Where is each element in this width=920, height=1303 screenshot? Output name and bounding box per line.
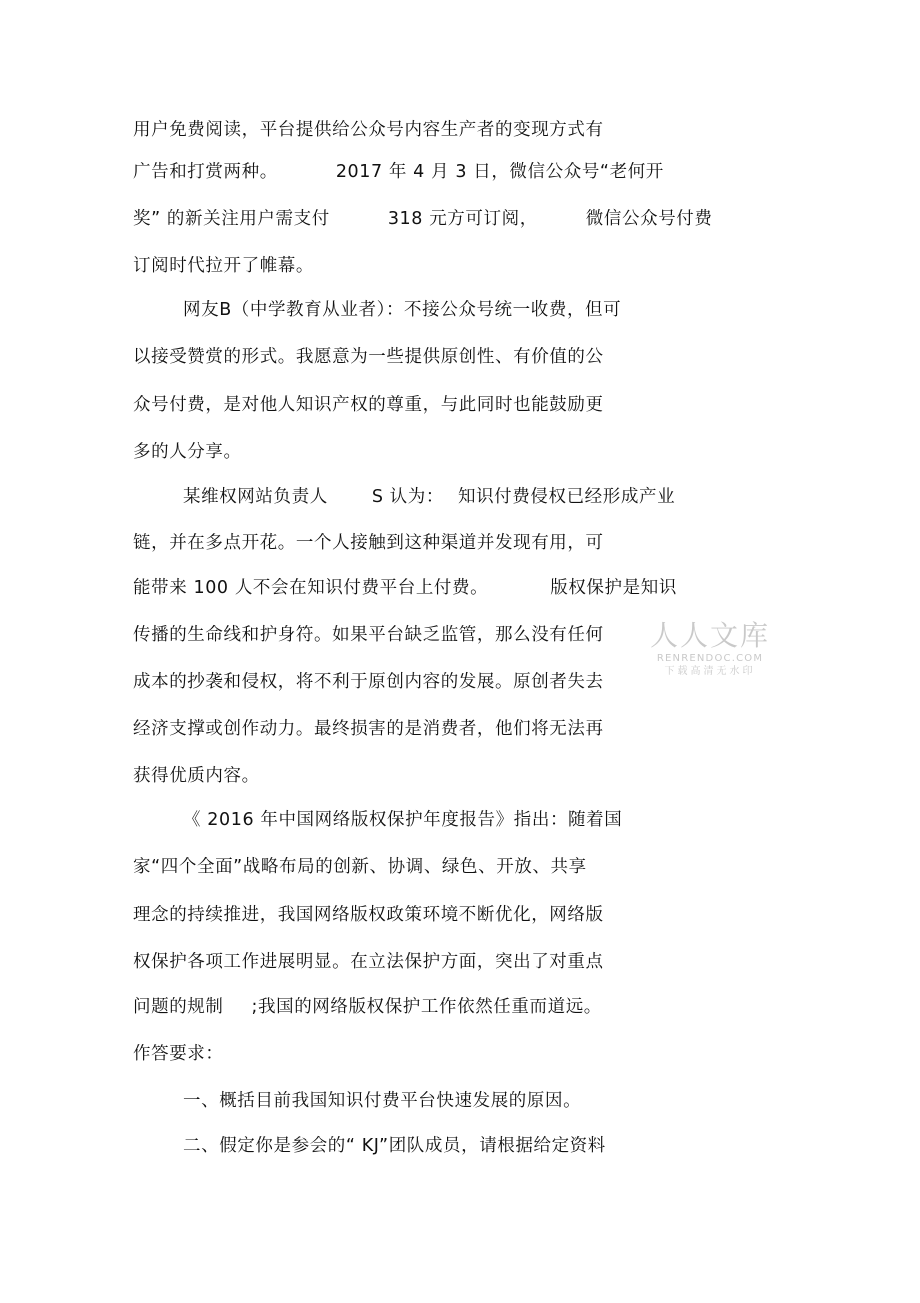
watermark-domain: RENRENDOC.COM — [656, 653, 764, 664]
text-line: 多的人分享。 — [133, 442, 242, 462]
text-line — [133, 576, 677, 600]
text-line — [133, 995, 602, 1019]
text-line — [133, 207, 713, 231]
text-line: 成本的抄袭和侵权，将不利于原创内容的发展。原创者失去 — [133, 672, 604, 692]
text-segment: 知识付费侵权已经形成产业 — [457, 487, 676, 507]
text-line: 网友B（中学教育从业者）：不接公众号统一收费，但可 — [183, 300, 622, 320]
text-segment: 版权保护是知识 — [550, 578, 677, 598]
text-line: 订阅时代拉开了帷幕。 — [133, 256, 314, 276]
text-line: 用户免费阅读，平台提供给公众号内容生产者的变现方式有 — [133, 120, 604, 140]
text-segment: 广告和打赏两种。 — [133, 162, 278, 182]
text-line: 《 2016 年中国网络版权保护年度报告》指出：随着国 — [183, 810, 623, 830]
text-line: 众号付费，是对他人知识产权的尊重，与此同时也能鼓励更 — [133, 395, 604, 415]
text-line — [183, 485, 675, 509]
text-segment: 问题的规制 — [133, 997, 224, 1017]
text-segment: 318 元方可订阅， — [387, 209, 538, 229]
text-line: 作答要求： — [133, 1044, 224, 1064]
watermark-title: 人人文库 — [649, 619, 770, 652]
text-segment: ;我国的网络版权保护工作依然任重而道远。 — [251, 997, 602, 1017]
watermark-slogan: 下载高清无水印 — [664, 666, 756, 677]
text-segment: 微信公众号付费 — [585, 209, 713, 229]
text-line: 以接受赞赏的形式。我愿意为一些提供原创性、有价值的公 — [133, 347, 604, 367]
text-segment: 某维权网站负责人 — [183, 487, 328, 507]
text-segment: S 认为： — [371, 487, 444, 507]
text-line: 一、概括目前我国知识付费平台快速发展的原因。 — [183, 1091, 582, 1111]
text-segment: 能带来 100 人不会在知识付费平台上付费。 — [133, 578, 489, 598]
text-line: 获得优质内容。 — [133, 766, 260, 786]
text-line — [133, 160, 664, 184]
watermark-logo — [648, 620, 772, 678]
text-line: 经济支撑或创作动力。最终损害的是消费者，他们将无法再 — [133, 719, 604, 739]
text-line: 链，并在多点开花。一个人接触到这种渠道并发现有用，可 — [133, 533, 604, 553]
text-line: 二、假定你是参会的“ KJ”团队成员，请根据给定资料 — [183, 1136, 606, 1156]
text-line: 权保护各项工作进展明显。在立法保护方面，突出了对重点 — [133, 952, 604, 972]
text-line: 家“四个全面”战略布局的创新、协调、绿色、开放、共享 — [133, 857, 587, 877]
text-segment: 2017 年 4 月 3 日，微信公众号“老何开 — [335, 162, 664, 182]
text-segment: 奖” 的新关注用户需支付 — [133, 209, 330, 229]
text-line: 理念的持续推进，我国网络版权政策环境不断优化，网络版 — [133, 905, 604, 925]
text-line: 传播的生命线和护身符。如果平台缺乏监管，那么没有任何 — [133, 625, 604, 645]
